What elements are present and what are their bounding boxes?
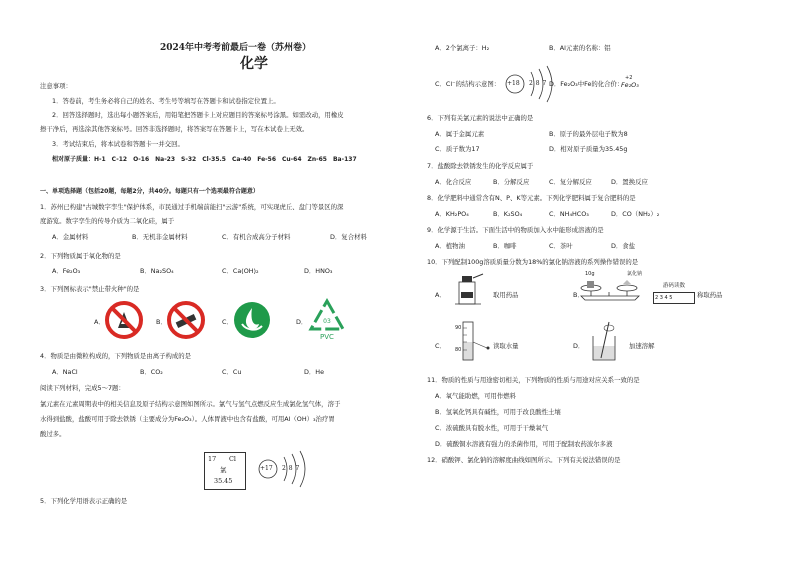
q9-stem: 9．化学源于生活。下面生活中的物质加入水中能形成溶液的是 (427, 226, 604, 234)
q11-option-a: A．氧气能助燃，可用作燃料 (435, 392, 517, 400)
q9-option-b: B．咖啡 (493, 242, 517, 250)
q10-option-c-label: 读取水量 (493, 342, 519, 350)
recycle-number: 03 (323, 318, 331, 325)
q1-line2: 度游览。数字孪生的传导介质为二氧化硅，属于 (40, 217, 175, 225)
q10-option-a-label: 取用药品 (493, 291, 519, 299)
q3-stem: 3．下列图标表示"禁止带火种"的是 (40, 285, 140, 293)
q2-stem: 2．下列物质属于氧化物的是 (40, 252, 121, 260)
q10-option-d-label: 加速溶解 (629, 342, 655, 350)
q10-option-b-label: 称取药品 (697, 291, 723, 299)
water-saving-sign-icon (232, 300, 272, 340)
q5-option-d: D．Fe₂O₃中Fe的化合价： (549, 80, 624, 88)
cl-ion-nucleus: +18 (507, 80, 520, 87)
q5-stem: 5．下列化学用语表示正确的是 (40, 497, 128, 505)
q4-option-d: D．He (304, 368, 325, 376)
q9-option-a: A．植物油 (435, 242, 465, 250)
q10-option-b: B． (573, 291, 584, 299)
q2-option-b: B．Na₂SO₄ (140, 267, 174, 275)
q5-option-b: B．Al元素的名称：铝 (549, 44, 611, 52)
q10-option-d: D． (573, 342, 585, 350)
q3-option-a: A． (94, 318, 105, 326)
subject-title: 化学 (240, 56, 268, 72)
reagent-bottle-icon (455, 272, 485, 306)
q6-option-a: A．属于金属元素 (435, 130, 485, 138)
rider-ticks: 2 3 4 5 (655, 295, 673, 301)
reading-intro: 阅读下列材料，完成5～7题： (40, 384, 125, 392)
q5-option-c: C．Cl⁻的结构示意图： (435, 80, 501, 88)
element-number: 17 (208, 455, 217, 463)
q11-option-b: B．氢氧化钙具有碱性，可用于改良酸性土壤 (435, 408, 561, 416)
q5-option-a: A．2个氯离子：H₂ (435, 44, 490, 52)
q1-option-a: A．金属材料 (52, 233, 89, 241)
no-fire-sign-icon (104, 300, 144, 340)
q3-option-c: C． (222, 318, 233, 326)
q2-option-a: A．Fe₂O₃ (52, 267, 81, 275)
notice-heading: 注意事项： (40, 82, 72, 90)
exam-title: 2024年中考考前最后一卷（苏州卷） (160, 43, 312, 53)
q5-option-d-charge: +2 (625, 75, 633, 81)
q4-stem: 4．物质是由微粒构成的，下列物质是由离子构成的是 (40, 352, 192, 360)
q5-option-d-formula: Fe₂O₃ (621, 81, 639, 89)
q8-stem: 8．化学肥料中通常含有N、P、K等元素。下列化学肥料属于复合肥料的是 (427, 194, 636, 202)
q6-option-b: B．原子的最外层电子数为8 (549, 130, 628, 138)
q3-option-b: B． (156, 318, 167, 326)
element-name: 氯 (220, 466, 227, 474)
element-tile (204, 452, 246, 490)
section-1-heading: 一、单项选择题（包括20题，每题2分，共40分。每题只有一个选项最符合题意） (40, 188, 259, 195)
q10-stem: 10．下列配制100g溶质质量分数为18%的氯化钠溶液的系列操作错误的是 (427, 258, 639, 266)
q10-weight: 10g (585, 271, 595, 277)
right-page (397, 0, 794, 562)
q8-option-c: C．NH₄HCO₃ (549, 210, 589, 218)
reading-line2: 水得到盐酸，盐酸可用于除去铁锈（主要成分为Fe₂O₃）。人体胃液中也含有盐酸，可用Al（OH）₃治疗胃 (40, 415, 335, 423)
q7-option-b: B．分解反应 (493, 178, 530, 186)
q11-stem: 11．物质的性质与用途密切相关，下列物质的性质与用途对应关系一致的是 (427, 376, 640, 384)
q6-option-d: D．相对原子质量为35.45g (549, 145, 628, 153)
q4-option-a: A．NaCl (52, 368, 78, 376)
atomic-masses: 相对原子质量：H-1 C-12 O-16 Na-23 S-32 Cl-35.5 Ca-40 Fe-56 Cu-64 Zn-65 Ba-137 (52, 156, 357, 163)
q7-option-c: C．复分解反应 (549, 178, 592, 186)
q7-option-d: D．置换反应 (611, 178, 648, 186)
notice-1: 1．答卷前，考生务必将自己的姓名、考生号等填写在答题卡和试卷指定位置上。 (52, 97, 280, 105)
q2-option-d: D．HNO₃ (304, 267, 333, 275)
q1-option-d: D．复合材料 (330, 233, 367, 241)
q10-option-a: A． (435, 291, 446, 299)
q9-option-d: D．食盐 (611, 242, 636, 250)
cl-nucleus: +17 (260, 465, 273, 472)
element-mass: 35.45 (214, 477, 233, 485)
beaker-stir-icon (589, 318, 621, 362)
q1-option-b: B．无机非金属材料 (132, 233, 188, 241)
q10-salt: 氯化钠 (627, 271, 643, 277)
q10-scale-label: 游码读数 (663, 283, 686, 289)
q6-option-c: C．质子数为17 (435, 145, 480, 153)
q10-option-c: C． (435, 342, 446, 350)
reading-line3: 酸过多。 (40, 430, 66, 438)
reading-line1: 氯元素在元素周期表中的相关信息及原子结构示意图如图所示。氯气与氢气点燃反应生成氯化氢气体，溶于 (40, 400, 341, 408)
q11-option-c: C．浓硫酸具有脱水性，可用于干燥氧气 (435, 424, 549, 432)
q7-option-a: A．化合反应 (435, 178, 472, 186)
element-symbol: Cl (229, 455, 236, 463)
cylinder-mark-80: 80 (455, 347, 462, 353)
q12-stem: 12．硝酸钾、氯化钠的溶解度曲线如图所示。下列有关说法错误的是 (427, 456, 621, 464)
cl-shells: 2 8 7 (282, 465, 300, 472)
recycle-label: PVC (320, 333, 334, 341)
cl-ion-shells: 2 8 7 (529, 80, 547, 87)
q7-stem: 7．盐酸除去铁锈发生的化学反应属于 (427, 162, 534, 170)
q8-option-a: A．KH₂PO₄ (435, 210, 469, 218)
recycle-pvc-icon (306, 297, 348, 341)
q9-option-c: C．茶叶 (549, 242, 573, 250)
q6-stem: 6．下列有关氯元素的说法中正确的是 (427, 114, 534, 122)
notice-2: 2．回答选择题时，选出每小题答案后，用铅笔把答题卡上对应题目的答案标号涂黑。如需改动，用橡皮 (52, 111, 344, 119)
q1-option-c: C．有机合成高分子材料 (222, 233, 291, 241)
q2-option-c: C．Ca(OH)₂ (222, 267, 259, 275)
q3-option-d: D． (296, 318, 308, 326)
q8-option-b: B．K₂SO₄ (493, 210, 523, 218)
q4-option-b: B．CO₂ (140, 368, 163, 376)
q11-option-d: D．硫酸铜水溶液有强力的杀菌作用，可用于配制农药波尔多液 (435, 440, 613, 448)
q8-option-d: D．CO（NH₂）₂ (611, 210, 660, 218)
q4-option-c: C．Cu (222, 368, 242, 376)
notice-3: 3．考试结束后，将本试卷和答题卡一并交回。 (52, 140, 184, 148)
cylinder-mark-90: 90 (455, 325, 462, 331)
notice-2-cont: 擦干净后，再选涂其他答案标号。回答非选择题时，将答案写在答题卡上，写在本试卷上无效。 (40, 125, 309, 133)
no-smoking-sign-icon (166, 300, 206, 340)
q1-line1: 1．苏州已构建"古城数字孪生"保护体系，市民通过手机端前能扫"云游"系统，可实现虎丘、盘门等景区的深 (40, 203, 344, 211)
